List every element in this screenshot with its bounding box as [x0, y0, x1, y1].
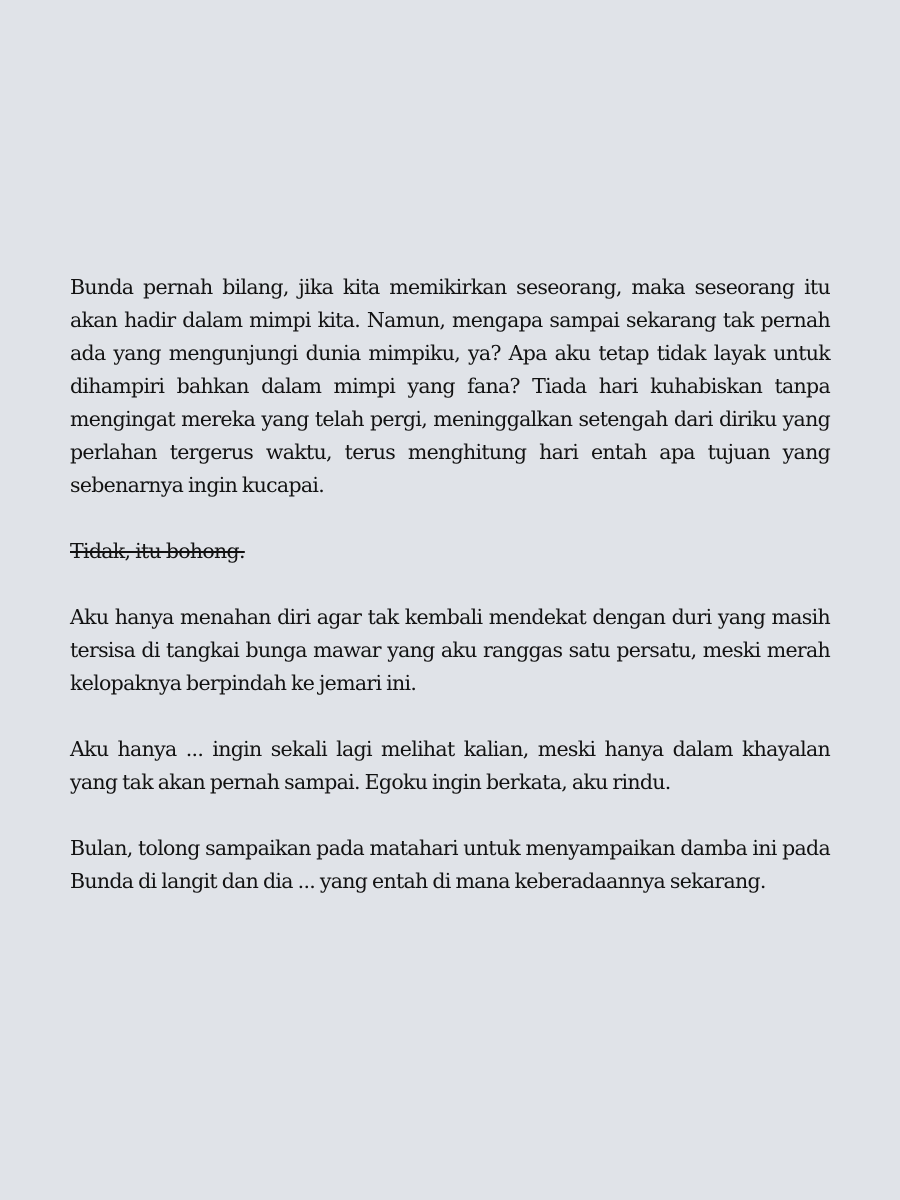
paragraph-3: Aku hanya menahan diri agar tak kembali mendekat dengan duri yang masih tersisa di tangkai bunga mawar yang aku ranggas satu persatu, meski merah kelopaknya berpindah ke jemari ini.: [70, 605, 830, 695]
paragraph-5: Bulan, tolong sampaikan pada matahari untuk menyampaikan damba ini pada Bunda di langit dan dia ... yang entah di mana keberadaannya sekarang.: [70, 836, 830, 893]
strikethrough-paragraph: Tidak, itu bohong.: [70, 539, 245, 563]
paragraph-4: Aku hanya ... ingin sekali lagi melihat kalian, meski hanya dalam khayalan yang tak akan pernah sampai. Egoku ingin berkata, aku rindu.: [70, 737, 830, 794]
story-text: [70, 271, 830, 931]
paragraph-1: Bunda pernah bilang, jika kita memikirkan seseorang, maka seseorang itu akan hadir dalam mimpi kita. Namun, mengapa sampai sekarang tak pernah ada yang mengunjungi dunia mimpiku, ya? Apa aku tetap tidak layak untuk dihampiri bahkan dalam mimpi yang fana? Tiada hari kuhabiskan tanpa mengingat mereka yang telah pergi, meninggalkan setengah dari diriku yang perlahan tergerus waktu, terus menghitung hari entah apa tujuan yang sebenarnya ingin kucapai.: [70, 275, 830, 497]
